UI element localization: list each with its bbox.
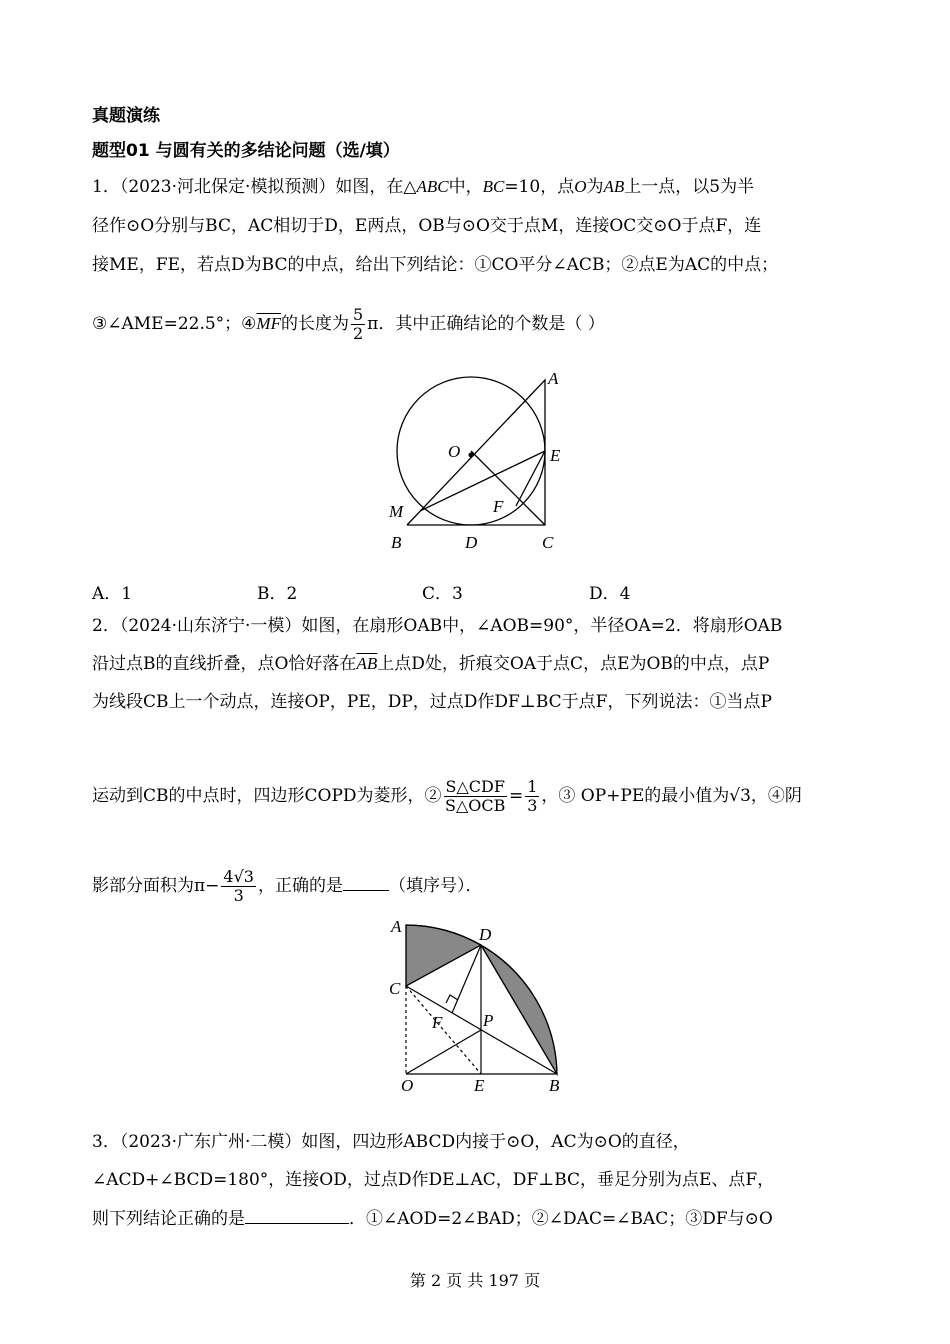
label-d: D (465, 533, 478, 552)
q1-line-2: 径作⊙O分别与BC，AC相切于D，E两点，OB与⊙O交于点M，连接OC交⊙O于点F，连 (92, 216, 762, 236)
section-title: 真题演练 (92, 106, 160, 126)
label-b2: B (549, 1076, 560, 1095)
segment-fe (516, 451, 545, 506)
label-c2: C (389, 979, 401, 998)
q3-line-1: 3．（2023·广东广州·二模）如图，四边形ABCD内接于⊙O，AC为⊙O的直径， (92, 1132, 690, 1152)
q3-line-3: 则下列结论正确的是 ．①∠AOD=2∠BAD；②∠DAC=∠BAC；③DF与⊙O (92, 1209, 773, 1229)
q3-line-2: ∠ACD+∠BCD=180°，连接OD，过点D作DE⊥AC，DF⊥BC，垂足分别为点E、点F， (92, 1170, 775, 1190)
segment-op (406, 1030, 481, 1074)
q2-line-1: 2．（2024·山东济宁·一模）如图，在扇形OAB中，∠AOB=90°，半径OA=2．将扇形OAB (92, 616, 783, 636)
label-f2: F (432, 1013, 443, 1032)
label-d2: D (479, 925, 492, 944)
q2-figure (385, 912, 570, 1097)
label-e2: E (474, 1076, 485, 1095)
label-o: O (448, 442, 461, 461)
segment-ce-dashed (406, 986, 481, 1074)
q1-figure (380, 365, 570, 560)
label-c: C (542, 533, 554, 552)
q2-line-5: 影部分面积为π− $\frac{4√3}{3}$ ，正确的是 （填序号）． (92, 867, 483, 905)
answer-blank[interactable] (343, 874, 389, 891)
label-e: E (550, 446, 561, 465)
label-a: A (548, 369, 559, 388)
segment-oc (471, 451, 545, 525)
label-p2: P (483, 1011, 494, 1030)
segment-db (481, 945, 557, 1074)
q2-line-2: 沿过点B的直线折叠，点O恰好落在$\overline{AB}$上点D处，折痕交OA于点C，点E为OB的中点，点P (92, 654, 770, 674)
q1-line-3: 接ME，FE，若点D为BC的中点，给出下列结论：①CO平分∠ACB；②点E为AC的中点； (92, 255, 779, 275)
q1-line-1: 1．（2023·河北保定·模拟预测）如图，在△ABC中，BC=10，点O为AB上一点，以5为半 (92, 177, 755, 197)
label-b: B (391, 533, 402, 552)
label-a2: A (391, 917, 402, 936)
type-title: 题型01 与圆有关的多结论问题（选/填） (92, 141, 400, 161)
label-f: F (493, 497, 504, 516)
label-m: M (389, 502, 404, 521)
shaded-region-1 (406, 925, 481, 986)
center-dot (469, 453, 474, 458)
q1-option-c: C．3 (422, 584, 463, 604)
page-footer: 第 2 页 共 197 页 (409, 1271, 541, 1290)
answer-blank-q3[interactable] (245, 1207, 349, 1224)
label-o2: O (401, 1076, 414, 1095)
q1-option-d: D．4 (589, 584, 631, 604)
q2-line-3: 为线段CB上一个动点，连接OP，PE，DP，过点D作DF⊥BC于点F，下列说法：①当点P (92, 692, 772, 712)
q1-option-b: B．2 (257, 584, 298, 604)
q1-option-a: A．1 (92, 584, 133, 604)
q1-line-4: ③∠AME=22.5°；$④\overline{MF}$的长度为 $\frac{5}{2}$ π．其中正确结论的个数是（ ） (92, 305, 605, 343)
segment-me (420, 451, 545, 511)
q2-line-4: 运动到CB的中点时，四边形COPD为菱形，② $\frac{\text{S△CDF}}{\text{S△OCB}}$ = $\frac{1}{3}$ ，③ OP+PE的最小值为√3，④阴 (92, 777, 802, 815)
